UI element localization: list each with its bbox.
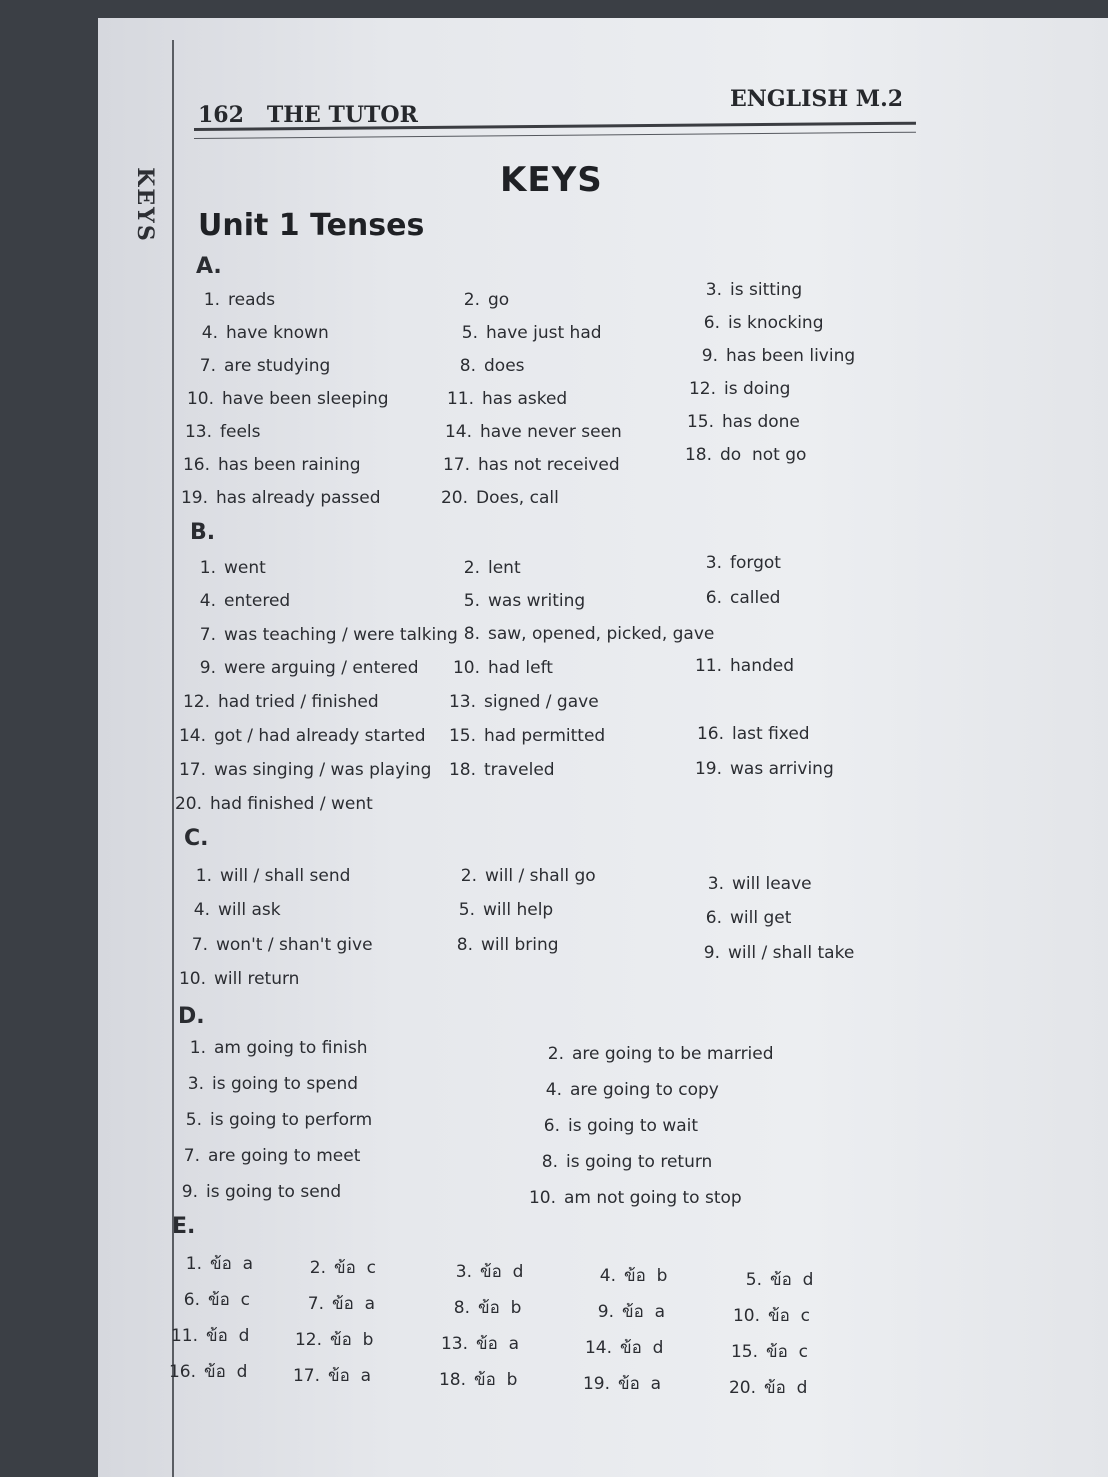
answer-number: 1. [199, 558, 216, 578]
answer-number: 8. [459, 356, 476, 376]
answer-text: entered [224, 591, 291, 611]
answer-number: 1. [189, 1038, 206, 1058]
answer-text: ข้อ d [204, 1362, 248, 1382]
answer-number: 7. [183, 1146, 200, 1166]
answer-text: are going to copy [570, 1080, 719, 1100]
answer-text: has been raining [218, 455, 361, 475]
answer-text: got / had already started [214, 726, 426, 746]
answer-number: 9. [701, 346, 718, 366]
answer-text: was writing [488, 591, 586, 611]
answer-number: 20. [174, 794, 202, 814]
page-header-right: ENGLISH M.2 [730, 86, 904, 112]
answer-item-c-10 [176, 969, 299, 989]
answer-item-e-8 [440, 1294, 521, 1321]
answer-number: 6. [183, 1290, 200, 1310]
answer-item-d-2 [534, 1044, 774, 1064]
answer-text: will bring [481, 935, 559, 955]
answer-text: was singing / was playing [214, 760, 432, 780]
answer-item-b-11 [692, 656, 794, 676]
answer-item-a-12 [686, 379, 790, 399]
answer-item-c-2 [447, 866, 596, 886]
answer-text: has already passed [216, 488, 381, 508]
answer-item-b-5 [450, 591, 585, 611]
page-header-left: 162 THE TUTOR [198, 102, 418, 128]
answer-text: is doing [724, 379, 791, 399]
answer-text: do not go [720, 445, 807, 465]
answer-item-a-20 [438, 488, 559, 508]
answer-item-c-3 [694, 874, 812, 894]
answer-number: 1. [195, 866, 212, 886]
answer-text: Does, call [476, 488, 559, 508]
answer-text: am not going to stop [564, 1188, 742, 1208]
answer-item-c-8 [443, 935, 559, 955]
answer-text: ข้อ d [770, 1270, 814, 1290]
answer-number: 13. [448, 692, 476, 712]
answer-item-e-12 [292, 1326, 373, 1353]
section-label-a: A. [196, 254, 222, 279]
answer-number: 10. [528, 1188, 556, 1208]
answer-item-e-14 [582, 1334, 663, 1361]
answer-number: 15. [730, 1342, 758, 1362]
answer-number: 10. [186, 389, 214, 409]
answer-number: 18. [684, 445, 712, 465]
answer-item-b-17 [176, 760, 431, 780]
answer-item-d-9 [168, 1182, 341, 1202]
answer-text: won't / shan't give [216, 935, 373, 955]
answer-text: is going to perform [210, 1110, 373, 1130]
answer-number: 4. [599, 1266, 616, 1286]
answer-item-b-15 [446, 726, 605, 746]
answer-item-e-3 [442, 1258, 523, 1285]
answer-text: called [730, 588, 781, 608]
answer-text: was arriving [730, 759, 834, 779]
answer-number: 10. [732, 1306, 760, 1326]
answer-number: 19. [180, 488, 208, 508]
answer-text: does [484, 356, 525, 376]
answer-text: ข้อ a [210, 1254, 254, 1274]
answer-item-a-19 [178, 488, 381, 508]
answer-text: go [488, 290, 510, 310]
answer-number: 9. [703, 943, 720, 963]
answer-item-a-6 [690, 313, 823, 333]
answer-number: 10. [452, 658, 480, 678]
answer-item-a-17 [440, 455, 620, 475]
answer-number: 11. [694, 656, 722, 676]
answer-text: is going to wait [568, 1116, 699, 1136]
answer-item-a-11 [444, 389, 567, 409]
answer-text: has done [722, 412, 800, 432]
answer-number: 6. [705, 588, 722, 608]
answer-item-e-1 [172, 1250, 253, 1277]
answer-number: 16. [168, 1362, 196, 1382]
answer-item-e-19 [580, 1370, 661, 1397]
answer-number: 7. [191, 935, 208, 955]
answer-text: will / shall take [728, 943, 855, 963]
answer-item-d-4 [532, 1080, 719, 1100]
answer-item-e-10 [730, 1302, 810, 1329]
answer-item-a-9 [688, 346, 855, 366]
answer-text: will return [214, 969, 300, 989]
section-label-b: B. [190, 520, 216, 545]
answer-text: ข้อ b [330, 1330, 374, 1350]
answer-text: is sitting [730, 280, 803, 300]
answer-text: had finished / went [210, 794, 373, 814]
answer-item-d-10 [526, 1188, 742, 1208]
answer-item-c-5 [445, 900, 553, 920]
answer-number: 8. [453, 1298, 470, 1318]
answer-number: 5. [185, 1110, 202, 1130]
answer-item-b-2 [450, 558, 521, 578]
answer-item-e-2 [296, 1254, 376, 1281]
answer-text: will leave [732, 874, 812, 894]
answer-number: 13. [440, 1334, 468, 1354]
answer-number: 3. [707, 874, 724, 894]
answer-number: 6. [543, 1116, 560, 1136]
answer-text: had left [488, 658, 553, 678]
answer-item-c-9 [690, 943, 854, 963]
answer-number: 11. [170, 1326, 198, 1346]
answer-item-b-14 [176, 726, 426, 746]
answer-text: ข้อ a [618, 1374, 662, 1394]
answer-text: ข้อ d [620, 1338, 664, 1358]
answer-text: ข้อ d [206, 1326, 250, 1346]
answer-number: 12. [688, 379, 716, 399]
answer-text: will ask [218, 900, 281, 920]
answer-item-b-12 [180, 692, 379, 712]
answer-text: feels [220, 422, 261, 442]
answer-item-a-1 [190, 290, 275, 310]
answer-number: 20. [728, 1378, 756, 1398]
answer-number: 6. [705, 908, 722, 928]
answer-number: 7. [307, 1294, 324, 1314]
answer-number: 18. [448, 760, 476, 780]
answer-text: are going to meet [208, 1146, 361, 1166]
answer-number: 15. [686, 412, 714, 432]
answer-text: last fixed [732, 724, 810, 744]
answer-item-a-7 [186, 356, 330, 376]
answer-text: will / shall go [485, 866, 596, 886]
answer-number: 8. [541, 1152, 558, 1172]
answer-item-e-6 [170, 1286, 250, 1313]
answer-text: reads [228, 290, 276, 310]
answer-item-a-10 [184, 389, 389, 409]
answer-item-c-7 [178, 935, 373, 955]
answer-number: 17. [442, 455, 470, 475]
answer-text: are going to be married [572, 1044, 774, 1064]
answer-item-e-11 [168, 1322, 249, 1349]
section-label-c: C. [184, 826, 209, 851]
answer-number: 6. [703, 313, 720, 333]
answer-item-e-20 [726, 1374, 807, 1401]
answer-number: 8. [456, 935, 473, 955]
answer-item-e-18 [436, 1366, 517, 1393]
answer-text: was teaching / were talking [224, 625, 458, 645]
answer-item-a-14 [442, 422, 622, 442]
answer-text: ข้อ c [208, 1290, 250, 1310]
answer-number: 7. [199, 356, 216, 376]
answer-text: ข้อ b [624, 1266, 668, 1286]
answer-number: 3. [705, 280, 722, 300]
answer-number: 16. [182, 455, 210, 475]
answer-text: handed [730, 656, 795, 676]
answer-text: signed / gave [484, 692, 599, 712]
answer-text: has not received [478, 455, 620, 475]
answer-text: ข้อ a [476, 1334, 520, 1354]
answer-item-d-8 [528, 1152, 712, 1172]
answer-number: 18. [438, 1370, 466, 1390]
answer-text: ข้อ a [622, 1302, 666, 1322]
answer-text: ข้อ a [332, 1294, 376, 1314]
answer-text: has been living [726, 346, 856, 366]
answer-text: ข้อ a [328, 1366, 372, 1386]
answer-item-a-13 [182, 422, 260, 442]
unit-title: Unit 1 Tenses [198, 208, 425, 243]
answer-item-b-6 [692, 588, 780, 608]
answer-item-a-18 [682, 445, 806, 465]
answer-item-d-3 [174, 1074, 358, 1094]
answer-text: ข้อ b [474, 1370, 518, 1390]
answer-number: 2. [463, 558, 480, 578]
answer-text: have just had [486, 323, 602, 343]
answer-number: 2. [309, 1258, 326, 1278]
answer-item-d-1 [176, 1038, 368, 1058]
answer-item-b-9 [186, 658, 419, 678]
answer-number: 4. [193, 900, 210, 920]
answer-number: 9. [181, 1182, 198, 1202]
answer-item-d-6 [530, 1116, 698, 1136]
answer-item-e-16 [166, 1358, 247, 1385]
answer-item-b-7 [186, 625, 458, 645]
answer-item-b-18 [446, 760, 555, 780]
answer-number: 5. [463, 591, 480, 611]
answer-number: 13. [184, 422, 212, 442]
answer-item-a-5 [448, 323, 602, 343]
answer-number: 10. [178, 969, 206, 989]
answer-item-b-13 [446, 692, 599, 712]
answer-number: 17. [292, 1366, 320, 1386]
answer-number: 14. [584, 1338, 612, 1358]
answer-number: 3. [455, 1262, 472, 1282]
answer-number: 19. [694, 759, 722, 779]
answer-text: are studying [224, 356, 331, 376]
answer-text: saw, opened, picked, gave [488, 624, 715, 644]
answer-text: lent [488, 558, 521, 578]
answer-item-a-8 [446, 356, 525, 376]
answer-number: 4. [201, 323, 218, 343]
answer-number: 5. [461, 323, 478, 343]
answer-number: 5. [745, 1270, 762, 1290]
answer-number: 12. [182, 692, 210, 712]
answer-number: 3. [705, 553, 722, 573]
answer-number: 5. [458, 900, 475, 920]
answer-text: have been sleeping [222, 389, 389, 409]
answer-number: 14. [178, 726, 206, 746]
answer-item-b-19 [692, 759, 834, 779]
answer-item-e-7 [294, 1290, 375, 1317]
answer-item-c-4 [180, 900, 281, 920]
answer-text: went [224, 558, 266, 578]
answer-number: 16. [696, 724, 724, 744]
page-title: KEYS [500, 160, 603, 200]
answer-item-b-1 [186, 558, 266, 578]
answer-item-a-16 [180, 455, 361, 475]
answer-text: had permitted [484, 726, 606, 746]
side-tab-label: KEYS [132, 167, 158, 243]
answer-number: 3. [187, 1074, 204, 1094]
answer-item-e-15 [728, 1338, 808, 1365]
answer-text: ข้อ d [764, 1378, 808, 1398]
answer-number: 9. [199, 658, 216, 678]
answer-text: is going to return [566, 1152, 713, 1172]
answer-number: 4. [545, 1080, 562, 1100]
answer-item-d-5 [172, 1110, 372, 1130]
answer-number: 15. [448, 726, 476, 746]
answer-item-a-15 [684, 412, 800, 432]
section-label-d: D. [178, 1004, 205, 1029]
answer-number: 2. [463, 290, 480, 310]
answer-number: 20. [440, 488, 468, 508]
answer-text: will help [483, 900, 554, 920]
answer-item-a-2 [450, 290, 509, 310]
answer-number: 17. [178, 760, 206, 780]
answer-item-b-20 [172, 794, 373, 814]
answer-number: 14. [444, 422, 472, 442]
answer-item-b-8 [450, 624, 714, 644]
answer-text: ข้อ d [480, 1262, 524, 1282]
answer-number: 11. [446, 389, 474, 409]
answer-text: will / shall send [220, 866, 351, 886]
answer-text: have never seen [480, 422, 622, 442]
answer-text: ข้อ c [334, 1258, 376, 1278]
answer-item-b-4 [186, 591, 290, 611]
answer-number: 2. [547, 1044, 564, 1064]
answer-number: 1. [185, 1254, 202, 1274]
answer-item-c-6 [692, 908, 791, 928]
section-label-e: E. [172, 1214, 196, 1239]
answer-text: am going to finish [214, 1038, 368, 1058]
answer-item-b-16 [694, 724, 810, 744]
answer-text: has asked [482, 389, 568, 409]
answer-text: ข้อ c [768, 1306, 810, 1326]
answer-text: will get [730, 908, 792, 928]
answer-number: 19. [582, 1374, 610, 1394]
answer-number: 2. [460, 866, 477, 886]
answer-number: 1. [203, 290, 220, 310]
answer-item-e-13 [438, 1330, 519, 1357]
answer-text: is knocking [728, 313, 824, 333]
answer-text: forgot [730, 553, 781, 573]
answer-item-e-5 [732, 1266, 813, 1293]
answer-text: have known [226, 323, 329, 343]
answer-number: 7. [199, 625, 216, 645]
answer-item-d-7 [170, 1146, 360, 1166]
answer-item-b-10 [450, 658, 553, 678]
answer-text: were arguing / entered [224, 658, 419, 678]
answer-text: ข้อ b [478, 1298, 522, 1318]
answer-item-e-9 [584, 1298, 665, 1325]
answer-number: 4. [199, 591, 216, 611]
answer-number: 12. [294, 1330, 322, 1350]
answer-text: is going to send [206, 1182, 342, 1202]
answer-item-e-4 [586, 1262, 667, 1289]
answer-text: had tried / finished [218, 692, 379, 712]
answer-item-a-3 [692, 280, 802, 300]
answer-item-b-3 [692, 553, 781, 573]
answer-item-a-4 [188, 323, 329, 343]
answer-text: traveled [484, 760, 555, 780]
answer-number: 8. [463, 624, 480, 644]
answer-item-c-1 [182, 866, 350, 886]
answer-text: ข้อ c [766, 1342, 808, 1362]
answer-text: is going to spend [212, 1074, 359, 1094]
answer-number: 9. [597, 1302, 614, 1322]
answer-item-e-17 [290, 1362, 371, 1389]
